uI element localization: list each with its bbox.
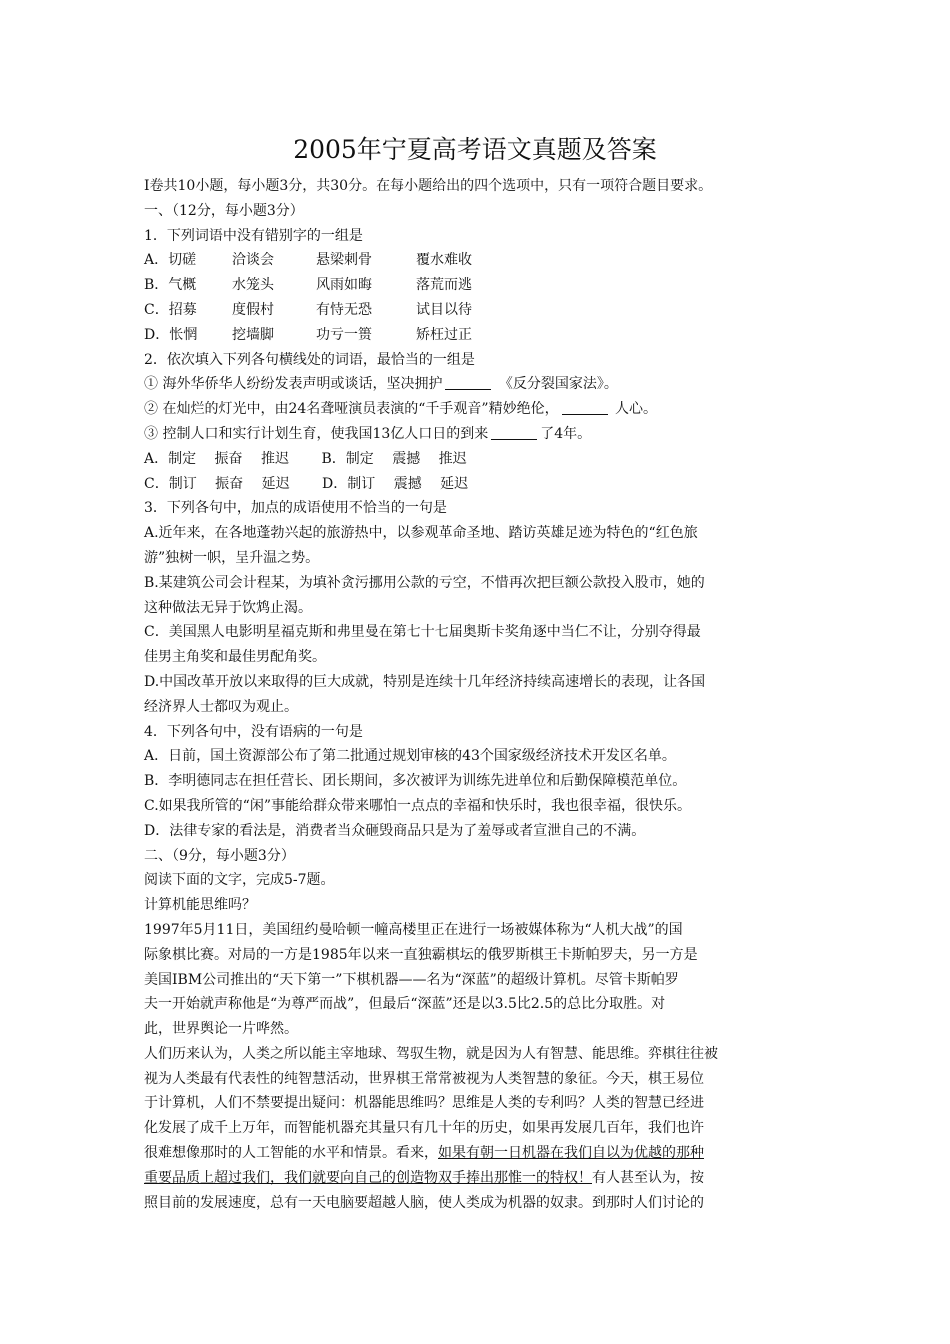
question-1-option-c: C．招募 度假村 有恃无恐 试目以待 <box>144 301 472 318</box>
question-4-option-b: B．李明德同志在担任营长、团长期间，多次被评为训练先进单位和后勤保障模范单位。 <box>144 773 687 790</box>
question-4-option-c: C.如果我所管的“闲”事能给群众带来哪怕一点点的幸福和快乐时，我也很幸福，很快乐。 <box>144 797 691 814</box>
question-2-options-ab: A．制定 振奋 推迟 B．制定 震撼 推迟 <box>144 450 467 467</box>
intro-text: Ⅰ卷共10小题，每小题3分，共30分。在每小题给出的四个选项中，只有一项符合题目要求。 <box>144 178 713 194</box>
document-body <box>144 174 820 1215</box>
question-2-stem: 2．依次填入下列各句横线处的词语，最恰当的一组是 <box>144 351 475 368</box>
reading-p2-line3: 于计算机，人们不禁要提出疑问：机器能思维吗？思维是人类的专利吗？人类的智慧已经进 <box>144 1095 704 1112</box>
fill-blank <box>562 399 608 415</box>
question-1-option-d: D．怅惘 挖墙脚 功亏一篑 矫枉过正 <box>144 326 472 343</box>
question-2-sentence-3: ③ 控制人口和实行计划生育，使我国13亿人口日的到来 了4年。 <box>144 425 592 442</box>
question-3-option-b-line2: 这种做法无异于饮鸩止渴。 <box>144 599 312 616</box>
reading-p2-line2: 视为人类最有代表性的纯智慧活动，世界棋王常常被视为人类智慧的象征。今天，棋王易位 <box>144 1070 704 1087</box>
question-1-stem: 1．下列词语中没有错别字的一组是 <box>144 227 363 244</box>
fill-blank <box>491 424 537 440</box>
underlined-sentence: 重要品质上超过我们，我们就要向自己的创造物双手捧出那惟一的特权！ <box>144 1169 592 1186</box>
question-2-sentence-2: ② 在灿烂的灯光中，由24名聋哑演员表演的“千手观音”精妙绝伦， 人心。 <box>144 401 658 418</box>
question-3-option-b-line1: B.某建筑公司会计程某，为填补贪污挪用公款的亏空，不惜再次把巨额公款投入股市，她的 <box>144 574 705 591</box>
question-3-option-c-line2: 佳男主角奖和最佳男配角奖。 <box>144 649 326 666</box>
question-2-sentence-1: ① 海外华侨华人纷纷发表声明或谈话，坚决拥护 《反分裂国家法》。 <box>144 376 618 393</box>
reading-heading: 计算机能思维吗？ <box>144 897 256 914</box>
question-1-option-b: B．气概 水笼头 风雨如晦 落荒而逃 <box>144 277 472 294</box>
question-1-option-a: A．切磋 洽谈会 悬梁刺骨 覆水难收 <box>144 252 472 269</box>
reading-p1-line3: 美国IBM公司推出的“天下第一”下棋机器——名为“深蓝”的超级计算机。尽管卡斯帕罗 <box>144 971 679 988</box>
reading-p1-line4: 夫一开始就声称他是“为尊严而战”，但最后“深蓝”还是以3.5比2.5的总比分取胜。对 <box>144 996 666 1013</box>
question-3-option-a-line1: A.近年来，在各地蓬勃兴起的旅游热中，以参观革命圣地、踏访英雄足迹为特色的“红色旅 <box>144 525 698 542</box>
reading-p2-line5: 很难想像那时的人工智能的水平和情景。看来，如果有朝一日机器在我们自以为优越的那种 <box>144 1145 704 1162</box>
question-4-option-d: D．法律专家的看法是，消费者当众砸毁商品只是为了羞辱或者宣泄自己的不满。 <box>144 822 646 839</box>
reading-p2-line1: 人们历来认为，人类之所以能主宰地球、驾驭生物，就是因为人有智慧、能思维。弈棋往往被 <box>144 1045 718 1062</box>
question-3-stem: 3．下列各句中，加点的成语使用不恰当的一句是 <box>144 500 447 517</box>
reading-p2-line4: 化发展了成千上万年，而智能机器充其量只有几十年的历史，如果再发展几百年，我们也许 <box>144 1120 704 1137</box>
question-3-option-d-line2: 经济界人士都叹为观止。 <box>144 698 298 715</box>
question-2-options-cd: C．制订 振奋 延迟 D．制订 震撼 延迟 <box>144 475 469 492</box>
section-heading-1: 一、（12分，每小题3分） <box>144 202 304 219</box>
fill-blank <box>445 374 491 390</box>
reading-p2-line6: 重要品质上超过我们，我们就要向自己的创造物双手捧出那惟一的特权！有人甚至认为，按 <box>144 1169 704 1186</box>
question-4-option-a: A．日前，国土资源部公布了第二批通过规划审核的43个国家级经济技术开发区名单。 <box>144 748 676 765</box>
section-heading-2: 二、（9分，每小题3分） <box>144 847 295 864</box>
reading-p1-line2: 际象棋比赛。对局的一方是1985年以来一直独霸棋坛的俄罗斯棋王卡斯帕罗夫，另一方是 <box>144 946 698 963</box>
question-3-option-a-line2: 游”独树一帜，呈升温之势。 <box>144 549 320 566</box>
question-3-option-c-line1: C．美国黑人电影明星福克斯和弗里曼在第七十七届奥斯卡奖角逐中当仁不让，分别夺得最 <box>144 624 701 641</box>
reading-p1-line5: 此，世界舆论一片哗然。 <box>144 1021 298 1038</box>
question-4-stem: 4．下列各句中，没有语病的一句是 <box>144 723 363 740</box>
reading-p2-line7: 照目前的发展速度，总有一天电脑要超越人脑，使人类成为机器的奴隶。到那时人们讨论的 <box>144 1194 704 1211</box>
underlined-sentence: 如果有朝一日机器在我们自以为优越的那种 <box>438 1145 704 1162</box>
reading-instruction: 阅读下面的文字，完成5-7题。 <box>144 872 335 889</box>
reading-p1-line1: 1997年5月11日，美国纽约曼哈顿一幢高楼里正在进行一场被媒体称为“人机大战”的国 <box>144 921 683 938</box>
question-3-option-d-line1: D.中国改革开放以来取得的巨大成就，特别是连续十几年经济持续高速增长的表现，让各国 <box>144 673 706 690</box>
document-title: 2005年宁夏高考语文真题及答案 <box>293 135 657 164</box>
